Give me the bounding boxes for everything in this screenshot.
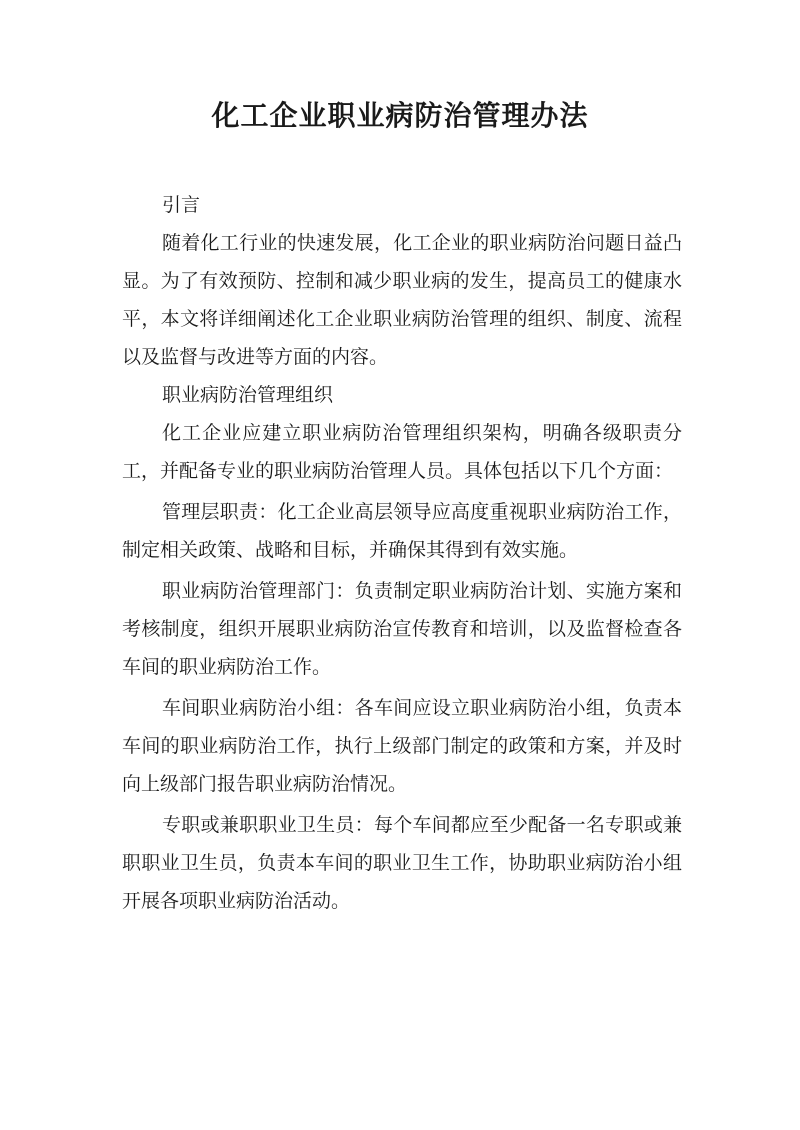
heading-introduction: 引言 [162, 194, 201, 216]
document-body [122, 186, 682, 920]
paragraph-introduction: 随着化工行业的快速发展，化工企业的职业病防治问题日益凸显。为了有效预防、控制和减少职业病的发生，提高员工的健康水平，本文将详细阐述化工企业职业病防治管理的组织、制度、流程以及监督与改进等方面的内容。 [122, 232, 682, 368]
paragraph-organization-overview: 化工企业应建立职业病防治管理组织架构，明确各级职责分工，并配备专业的职业病防治管理人员。具体包括以下几个方面： [122, 422, 682, 482]
paragraph-workshop-team: 车间职业病防治小组：各车间应设立职业病防治小组，负责本车间的职业病防治工作，执行上级部门制定的政策和方案，并及时向上级部门报告职业病防治情况。 [122, 697, 682, 795]
paragraph-management-duties: 管理层职责：化工企业高层领导应高度重视职业病防治工作，制定相关政策、战略和目标，并确保其得到有效实施。 [122, 501, 682, 561]
document-title: 化工企业职业病防治管理办法 [211, 99, 589, 132]
paragraph-management-department: 职业病防治管理部门：负责制定职业病防治计划、实施方案和考核制度，组织开展职业病防治宣传教育和培训，以及监督检查各车间的职业病防治工作。 [122, 580, 682, 678]
paragraph-health-officer: 专职或兼职职业卫生员：每个车间都应至少配备一名专职或兼职职业卫生员，负责本车间的职业卫生工作，协助职业病防治小组开展各项职业病防治活动。 [122, 814, 682, 912]
heading-management-organization: 职业病防治管理组织 [162, 384, 334, 406]
